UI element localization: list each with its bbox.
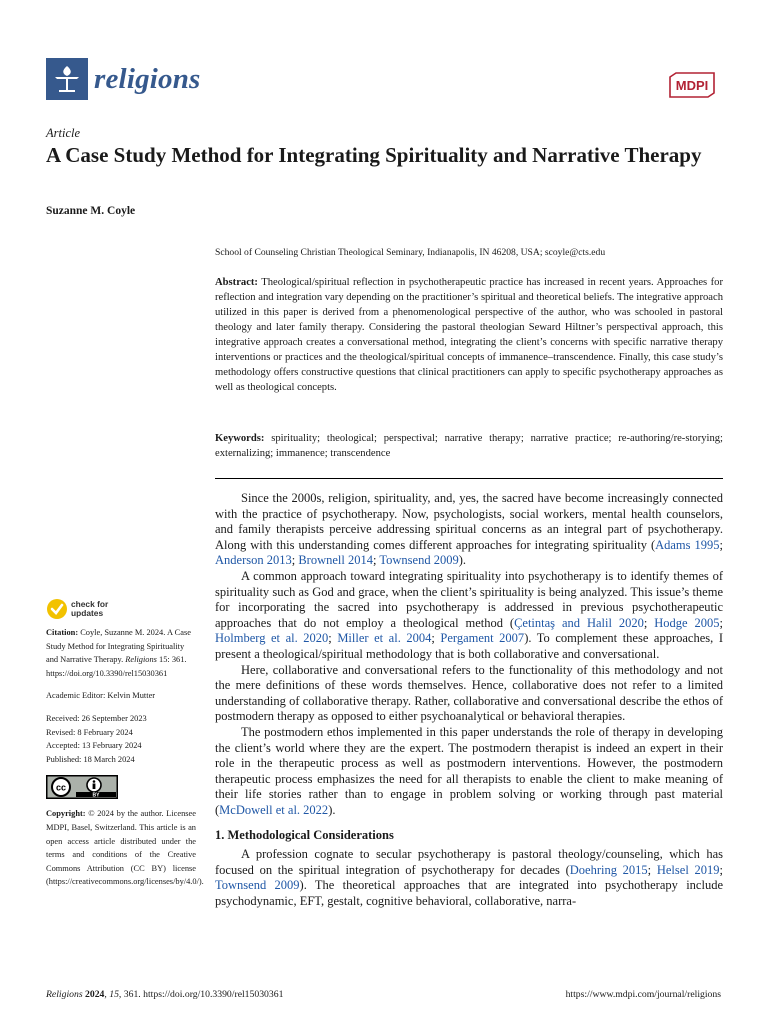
religions-emblem-icon — [46, 58, 88, 100]
dates-block — [46, 712, 196, 766]
author-name: Suzanne M. Coyle — [46, 205, 136, 217]
paragraph: A common approach toward integrating spirituality into psychotherapy is to identify themes of spirituality such as God and grace, when the client’s spirituality is being analyzed. This issue’s theme for incorporating the sacred into psychotherapy is addressed in previous psychotherapeutic approaches that do not employ a theological method (Çetintaş and Halil 2020; Hodge 2005; Holmberg et al. 2020; Miller et al. 2004; Pergament 2007). To complement these approaches, I present a theological/spiritual methodology that is both collaborative and conversational. — [215, 568, 724, 661]
keywords-text: spirituality; theological; perspectival; narrative therapy; narrative practice; re-authoring/re-storying; externalizing; immanence; transcendence — [215, 433, 724, 459]
citation-link[interactable]: Townsend 2009 — [379, 553, 459, 568]
citation-link[interactable]: Miller et al. 2004 — [337, 631, 432, 646]
citation-text: Coyle, Suzanne M. 2024. A Case Study Method for Integrating Spirituality and Narrative Therapy. — [46, 628, 191, 665]
citation-block — [46, 626, 196, 680]
date-revised: Revised: 8 February 2024 — [46, 727, 133, 737]
citation-link[interactable]: Helsel 2019 — [656, 862, 720, 877]
citation-link[interactable]: McDowell et al. 2022 — [219, 802, 329, 817]
copyright-label: Copyright: — [46, 809, 86, 819]
date-received: Received: 26 September 2023 — [46, 713, 147, 723]
article-title: A Case Study Method for Integrating Spirituality and Narrative Therapy — [46, 143, 702, 167]
date-published: Published: 18 March 2024 — [46, 754, 135, 764]
article-type: Article — [46, 126, 81, 140]
keywords — [215, 431, 723, 461]
footer-journal-url[interactable]: https://www.mdpi.com/journal/religions — [565, 989, 721, 1000]
paragraph: Since the 2000s, religion, spirituality, and, yes, the sacred have become increasingly connected with the practice of psychotherapy. Now, psychologists, social workers, mental health counselors, and family therapists perceive addressing spiritual concerns as an integral part of psychotherapy. Along with this understanding comes different approaches for integrating spirituality (Adams 1995; Anderson 2013; Brownell 2014; Townsend 2009). — [215, 491, 723, 568]
date-accepted: Accepted: 13 February 2024 — [46, 741, 142, 751]
citation-link[interactable]: Adams 1995 — [655, 537, 720, 552]
section-heading: 1. Methodological Considerations — [215, 828, 394, 843]
paragraph: Here, collaborative and conversational refers to the functionality of this methodology and not the mere definitions of these words themselves. Hence, collaborative does not refer to a limited understanding of collaborative therapy. Rather, collaborative and conversational describe the ethos of postmodern therapy as opposed to either psychoanalytical or behavioral therapies. — [215, 662, 723, 724]
check-line1: check for — [71, 599, 109, 609]
paragraph: A profession cognate to secular psychotherapy is pastoral theology/counseling, which has focused on the spiritual integration of psychotherapy for decades (Doehring 2015; Helsel 2019; Townsend 2009). The theoretical approaches that are integrated into psychotherapy include psychodynamic, EFT, gestalt, cognitive behavioral, collaborative, narra- — [215, 847, 723, 908]
citation-link[interactable]: Doehring 2015 — [569, 862, 648, 877]
article-body — [215, 491, 723, 909]
citation-journal: Religions — [125, 655, 157, 665]
copyright-text: © 2024 by the author. Licensee MDPI, Basel, Switzerland. This article is an open access article distributed under the terms and conditions of the Creative Commons Attribution (CC BY) license (https://creativecommons.org/licenses/by/4.0/). — [46, 809, 204, 887]
copyright-block — [46, 807, 204, 889]
citation-link[interactable]: Çetintaş and Halil 2020 — [514, 615, 644, 630]
citation-link[interactable]: Brownell 2014 — [298, 553, 373, 568]
svg-text:BY: BY — [92, 792, 100, 799]
citation-link[interactable]: Townsend 2009 — [215, 878, 300, 893]
citation-doi[interactable]: 15: 361. https://doi.org/10.3390/rel15030361 — [46, 655, 187, 678]
abstract — [215, 275, 723, 395]
section-divider — [215, 478, 723, 479]
citation-link[interactable]: Holmberg et al. 2020 — [215, 631, 329, 646]
svg-text:cc: cc — [55, 782, 67, 793]
citation-link[interactable]: Anderson 2013 — [215, 553, 292, 568]
academic-editor: Academic Editor: Kelvin Mutter — [46, 691, 156, 701]
check-for-updates-badge[interactable] — [46, 598, 196, 620]
citation-label: Citation: — [46, 628, 79, 637]
abstract-label: Abstract: — [215, 277, 258, 288]
citation-link[interactable]: Hodge 2005 — [654, 615, 720, 630]
check-updates-icon — [46, 598, 68, 620]
author-affiliation: School of Counseling Christian Theological Seminary, Indianapolis, IN 46208, USA; scoyle@cts.edu — [215, 247, 606, 258]
mdpi-logo[interactable] — [666, 71, 718, 104]
keywords-label: Keywords: — [215, 433, 265, 444]
publisher-name: MDPI — [675, 78, 709, 93]
footer-citation: Religions 2024, 15, 361. https://doi.org/10.3390/rel15030361 — [46, 989, 284, 1000]
citation-link[interactable]: Pergament 2007 — [440, 631, 525, 646]
paragraph: The postmodern ethos implemented in this paper understands the role of therapy in developing the client’s world where they are the expert. The postmodern therapist is indeed an expert in their role in the therapeutic process as well as postmodern interventions. However, the postmodern therapeutic process emphasizes the need for all therapists to enable the client to make meaning of their life stories rather than to engage in problem solving or working through past material (McDowell et al. 2022). — [215, 724, 723, 817]
abstract-text: Theological/spiritual reflection in psychotherapeutic practice has increased in recent years. Approaches for reflection and integration vary depending on the practitioner’s spiritual and theoretical beliefs. The integrative approach utilized in this paper is derived from a phenomenological perspective of the author, who was schooled in pastoral theology and later family therapy. Considering the pastoral theologian Seward Hiltner’s perspectival approach, this integrative approach creates a conversational method, integrating the client’s concerns with specific narrative therapy interventions or practices and the theological/spiritual concepts of immanence–transcendence. Finally, this case study’s methodology offers constructive questions that clinical practitioners can apply to specific psychotherapy approaches as well as theological concepts. — [215, 277, 723, 393]
journal-logo[interactable] — [46, 58, 201, 100]
sidebar — [46, 598, 204, 889]
journal-name: religions — [94, 62, 201, 95]
check-line2: updates — [71, 608, 104, 618]
cc-by-license-icon[interactable] — [46, 775, 118, 799]
